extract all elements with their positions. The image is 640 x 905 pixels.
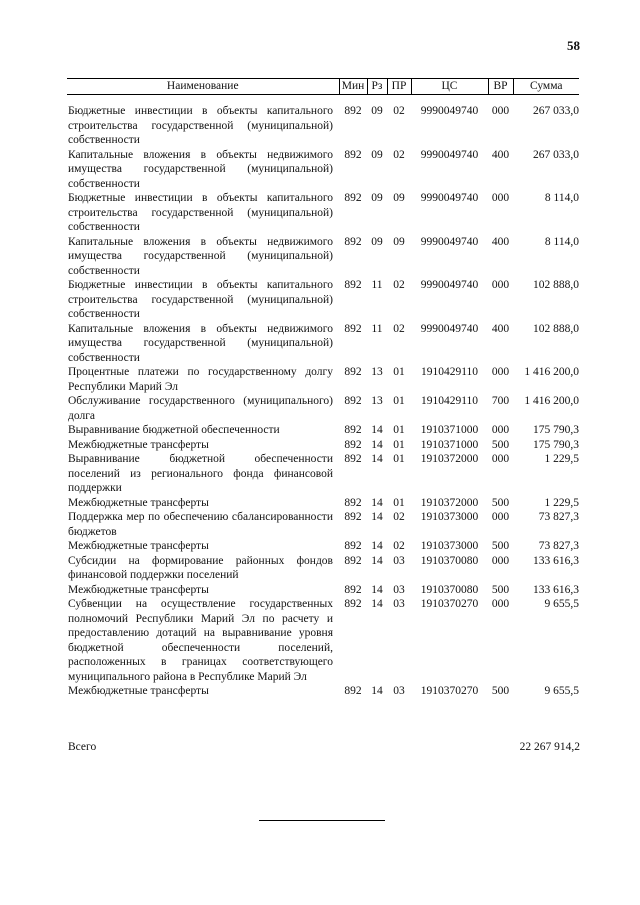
table-row	[67, 278, 579, 322]
signature-line	[259, 820, 385, 821]
cell-vr: 500	[491, 438, 510, 451]
table-row	[67, 452, 579, 496]
table-row	[67, 191, 579, 235]
cell-cs: 9990049740	[420, 322, 479, 335]
cell-sum: 133 616,3	[533, 554, 579, 567]
cell-min: 892	[344, 148, 362, 161]
cell-rz: 09	[371, 235, 383, 248]
cell-pr: 09	[393, 235, 405, 248]
cell-vr: 500	[491, 583, 510, 596]
cell-cs: 1910371000	[420, 424, 479, 436]
table-row	[67, 597, 579, 684]
cell-sum: 8 114,0	[544, 235, 579, 248]
cell-rz: 14	[371, 453, 383, 465]
cell-min: 892	[344, 395, 362, 407]
header-sum: Сумма	[513, 79, 579, 95]
cell-rz: 14	[371, 496, 383, 509]
cell-cs: 1910372000	[420, 496, 479, 509]
cell-cs: 1910373000	[420, 511, 479, 523]
cell-rz: 14	[371, 424, 383, 436]
table-row	[67, 95, 579, 148]
cell-min: 892	[344, 511, 362, 523]
table-row	[67, 235, 579, 279]
cell-rz: 11	[371, 322, 383, 335]
cell-rz: 14	[371, 583, 383, 596]
cell-pr: 03	[393, 583, 405, 596]
cell-rz: 13	[371, 366, 383, 378]
cell-cs: 9990049740	[420, 279, 479, 291]
cell-pr: 02	[393, 511, 405, 523]
cell-vr: 500	[491, 496, 510, 509]
cell-pr: 01	[393, 496, 405, 509]
cell-rz: 14	[371, 554, 383, 567]
header-vr: ВР	[488, 79, 513, 95]
cell-name: Межбюджетные трансферты	[68, 685, 209, 697]
cell-min: 892	[344, 279, 362, 291]
cell-sum: 1 229,5	[544, 496, 579, 509]
cell-cs: 1910372000	[420, 453, 479, 465]
cell-pr: 02	[393, 279, 405, 291]
table-body	[67, 95, 579, 699]
table-row	[67, 322, 579, 366]
cell-name: Поддержка мер по обеспечению сбалансированности бюджетов	[68, 511, 333, 538]
cell-min: 892	[344, 424, 362, 436]
cell-sum: 1 416 200,0	[524, 366, 579, 378]
cell-vr: 000	[491, 554, 510, 567]
cell-pr: 09	[393, 192, 405, 204]
total-value: 22 267 914,2	[519, 741, 580, 753]
cell-vr: 000	[491, 453, 510, 465]
cell-name: Межбюджетные трансферты	[68, 438, 209, 451]
cell-vr: 400	[491, 148, 510, 161]
cell-min: 892	[344, 366, 362, 378]
cell-sum: 1 416 200,0	[524, 395, 579, 407]
cell-name: Обслуживание государственного (муниципального) долга	[68, 395, 333, 422]
total-label: Всего	[68, 741, 97, 753]
cell-rz: 09	[371, 105, 383, 117]
budget-table	[67, 78, 579, 699]
cell-pr: 02	[393, 148, 405, 161]
cell-min: 892	[344, 496, 362, 509]
cell-name: Капитальные вложения в объекты недвижимого имущества государственной (муниципальной) собственности	[68, 322, 333, 364]
cell-rz: 09	[371, 192, 383, 204]
header-cs: ЦС	[411, 79, 488, 95]
cell-pr: 02	[393, 105, 405, 117]
cell-vr: 000	[491, 105, 510, 117]
header-rz: Рз	[367, 79, 387, 95]
table-row	[67, 394, 579, 423]
cell-name: Процентные платежи по государственному долгу Республики Марий Эл	[68, 366, 333, 393]
page-number: 58	[567, 38, 580, 53]
cell-rz: 14	[371, 511, 383, 523]
cell-cs: 9990049740	[420, 235, 479, 248]
cell-pr: 02	[393, 540, 405, 552]
cell-sum: 267 033,0	[533, 148, 579, 161]
cell-min: 892	[344, 540, 362, 552]
table-row	[67, 684, 579, 699]
cell-vr: 000	[491, 598, 510, 610]
cell-vr: 000	[491, 279, 510, 291]
cell-min: 892	[344, 438, 362, 451]
cell-name: Межбюджетные трансферты	[68, 496, 209, 509]
cell-sum: 73 827,3	[538, 540, 579, 552]
cell-rz: 14	[371, 438, 383, 451]
cell-min: 892	[344, 235, 362, 248]
cell-rz: 11	[371, 279, 383, 291]
cell-sum: 73 827,3	[538, 511, 579, 523]
cell-name: Выравнивание бюджетной обеспеченности	[68, 424, 280, 436]
cell-pr: 01	[393, 395, 405, 407]
cell-cs: 1910429110	[420, 366, 479, 378]
header-name: Наименование	[67, 79, 339, 95]
cell-pr: 03	[393, 598, 405, 610]
cell-name: Бюджетные инвестиции в объекты капитального строительства государственной (муниципальной) собственности	[68, 279, 333, 320]
cell-name: Выравнивание бюджетной обеспеченности поселений из регионального фонда финансовой поддержки	[68, 453, 333, 494]
cell-pr: 03	[393, 685, 405, 697]
cell-name: Бюджетные инвестиции в объекты капитального строительства государственной (муниципальной) собственности	[68, 192, 333, 233]
cell-vr: 000	[491, 366, 510, 378]
cell-sum: 9 655,5	[544, 685, 579, 697]
table-header-row	[67, 79, 579, 95]
cell-vr: 500	[491, 685, 510, 697]
header-pr: ПР	[387, 79, 411, 95]
cell-rz: 13	[371, 395, 383, 407]
cell-pr: 01	[393, 424, 405, 436]
cell-pr: 03	[393, 554, 405, 567]
cell-pr: 01	[393, 366, 405, 378]
cell-vr: 700	[491, 395, 510, 407]
table-row	[67, 554, 579, 583]
table-row	[67, 496, 579, 511]
cell-name: Межбюджетные трансферты	[68, 540, 209, 552]
cell-min: 892	[344, 453, 362, 465]
table-row	[67, 510, 579, 539]
cell-rz: 14	[371, 540, 383, 552]
table-row	[67, 438, 579, 453]
cell-cs: 9990049740	[420, 192, 479, 204]
cell-sum: 175 790,3	[533, 424, 579, 436]
table-row	[67, 148, 579, 192]
cell-vr: 400	[491, 235, 510, 248]
cell-sum: 175 790,3	[533, 438, 579, 451]
cell-sum: 8 114,0	[544, 192, 579, 204]
cell-sum: 267 033,0	[533, 105, 579, 117]
cell-pr: 01	[393, 438, 405, 451]
cell-name: Межбюджетные трансферты	[68, 583, 209, 596]
cell-name: Капитальные вложения в объекты недвижимого имущества государственной (муниципальной) собственности	[68, 148, 333, 190]
cell-min: 892	[344, 192, 362, 204]
cell-name: Бюджетные инвестиции в объекты капитального строительства государственной (муниципальной) собственности	[68, 105, 333, 146]
cell-cs: 1910373000	[420, 540, 479, 552]
cell-cs: 1910429110	[420, 395, 479, 407]
table-row	[67, 539, 579, 554]
cell-cs: 1910370270	[420, 685, 479, 697]
cell-cs: 1910370080	[420, 583, 479, 596]
cell-sum: 9 655,5	[544, 598, 579, 610]
cell-rz: 14	[371, 598, 383, 610]
cell-min: 892	[344, 583, 362, 596]
cell-pr: 02	[393, 322, 405, 335]
header-min: Мин	[339, 79, 367, 95]
cell-min: 892	[344, 598, 362, 610]
cell-min: 892	[344, 105, 362, 117]
cell-vr: 000	[491, 192, 510, 204]
cell-name: Капитальные вложения в объекты недвижимого имущества государственной (муниципальной) собственности	[68, 235, 333, 277]
cell-cs: 1910370080	[420, 554, 479, 567]
cell-sum: 1 229,5	[544, 453, 579, 465]
cell-name: Субвенции на осуществление государственных полномочий Республики Марий Эл по расчету и предоставлению дотаций на выравнивание уровня бюджетной обеспеченности поселений, расположенных в границах соответствующего муниципального района в Республике Марий Эл	[68, 598, 333, 683]
cell-cs: 9990049740	[420, 105, 479, 117]
cell-vr: 000	[491, 424, 510, 436]
cell-min: 892	[344, 554, 362, 567]
cell-vr: 000	[491, 511, 510, 523]
cell-rz: 09	[371, 148, 383, 161]
cell-sum: 133 616,3	[533, 583, 579, 596]
cell-min: 892	[344, 322, 362, 335]
cell-cs: 1910371000	[420, 438, 479, 451]
table-row	[67, 365, 579, 394]
table-row	[67, 423, 579, 438]
cell-sum: 102 888,0	[533, 279, 579, 291]
cell-vr: 500	[491, 540, 510, 552]
cell-rz: 14	[371, 685, 383, 697]
cell-cs: 9990049740	[420, 148, 479, 161]
cell-vr: 400	[491, 322, 510, 335]
cell-pr: 01	[393, 453, 405, 465]
cell-cs: 1910370270	[420, 598, 479, 610]
cell-sum: 102 888,0	[533, 322, 579, 335]
cell-name: Субсидии на формирование районных фондов финансовой поддержки поселений	[68, 554, 333, 581]
table-row	[67, 583, 579, 598]
cell-min: 892	[344, 685, 362, 697]
